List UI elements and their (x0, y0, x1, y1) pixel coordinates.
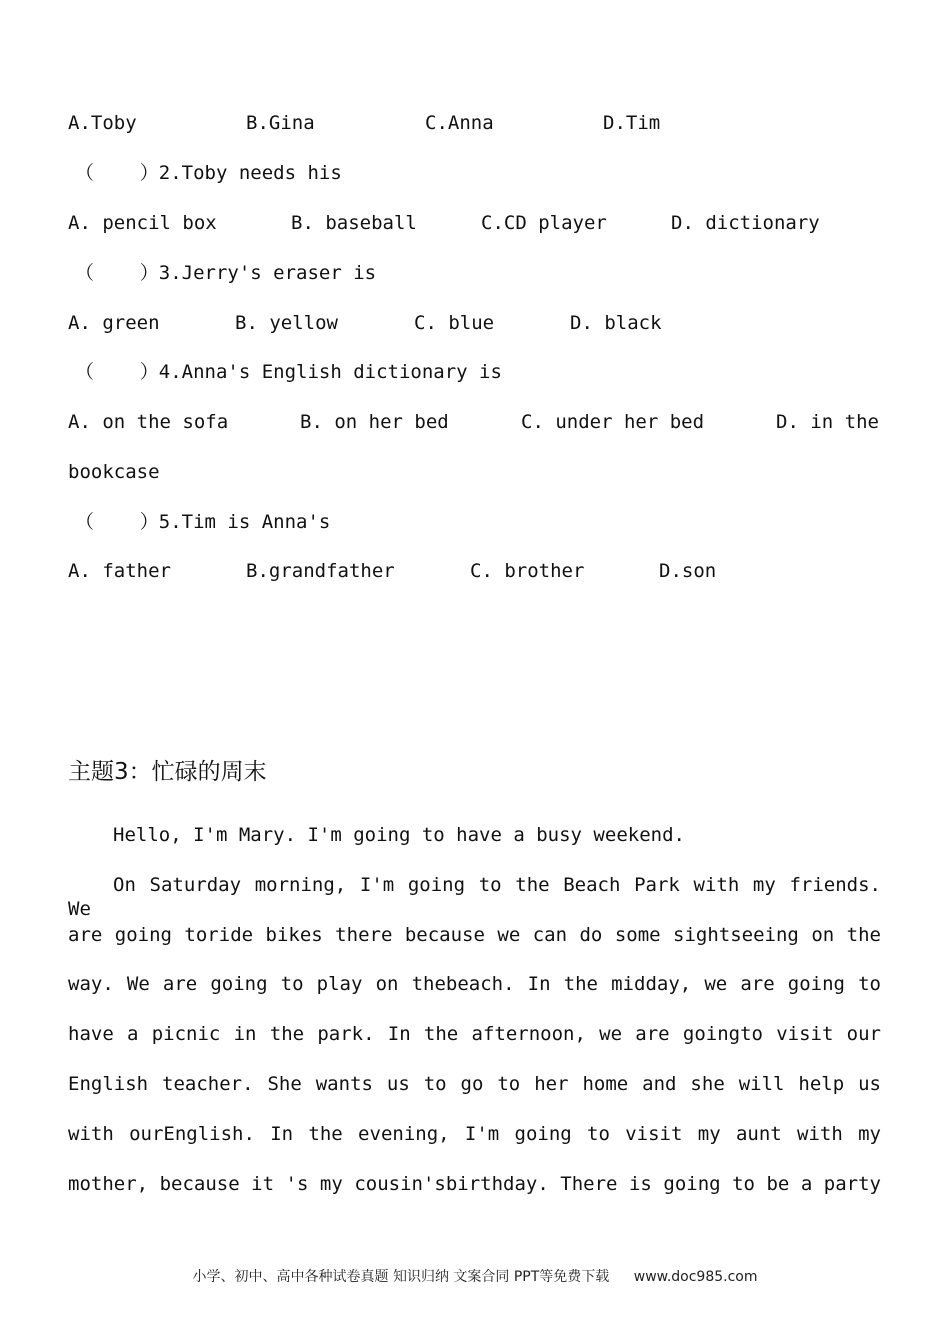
option-b: B. yellow (235, 312, 338, 334)
option-c: C. under her bed (521, 411, 705, 433)
passage-line: are going toride bikes there because we can do some sightseeing on the (68, 924, 881, 946)
option-d-continuation: bookcase (68, 461, 160, 483)
footer-text: 小学、初中、高中各种试卷真题 知识归纳 文案合同 PPT等免费下载 (192, 1269, 610, 1285)
passage-line: Hello, I'm Mary. I'm going to have a busy weekend. (113, 824, 685, 846)
footer-link[interactable]: www.doc985.com (633, 1269, 758, 1285)
question-3-prompt: （ ）3.Jerry's eraser is (75, 262, 377, 284)
option-b: B. on her bed (300, 411, 449, 433)
passage-line: have a picnic in the park. In the afternoon, we are goingto visit our (68, 1023, 881, 1045)
option-d: D.Tim (603, 112, 661, 134)
option-b: B.grandfather (246, 560, 395, 582)
option-a: A. pencil box (68, 212, 217, 234)
passage-line: with ourEnglish. In the evening, I'm going to visit my aunt with my (68, 1123, 881, 1145)
option-c: C. blue (414, 312, 495, 334)
option-a: A. father (68, 560, 171, 582)
option-d: D. in the (776, 411, 879, 433)
option-a: A.Toby (68, 112, 137, 134)
page-footer (0, 1266, 950, 1286)
passage-line: way. We are going to play on thebeach. In the midday, we are going to (68, 973, 881, 995)
option-d: D. dictionary (671, 212, 820, 234)
option-c: C.CD player (481, 212, 607, 234)
question-5-prompt: （ ）5.Tim is Anna's (75, 511, 331, 533)
section-title: 主题3：忙碌的周末 (68, 759, 267, 785)
option-b: B. baseball (291, 212, 417, 234)
option-c: C.Anna (425, 112, 494, 134)
option-d: D. black (570, 312, 662, 334)
option-a: A. on the sofa (68, 411, 229, 433)
option-b: B.Gina (246, 112, 315, 134)
passage-line: English teacher. She wants us to go to her home and she will help us (68, 1073, 881, 1095)
passage-line: mother, because it 's my cousin'sbirthday. There is going to be a party (68, 1173, 881, 1195)
passage-line: On Saturday morning, I'm going to the Beach Park with my friends. We (68, 874, 881, 920)
question-2-prompt: （ ）2.Toby needs his (75, 162, 342, 184)
option-a: A. green (68, 312, 160, 334)
question-4-prompt: （ ）4.Anna's English dictionary is (75, 361, 502, 383)
option-c: C. brother (470, 560, 585, 582)
option-d: D.son (659, 560, 717, 582)
